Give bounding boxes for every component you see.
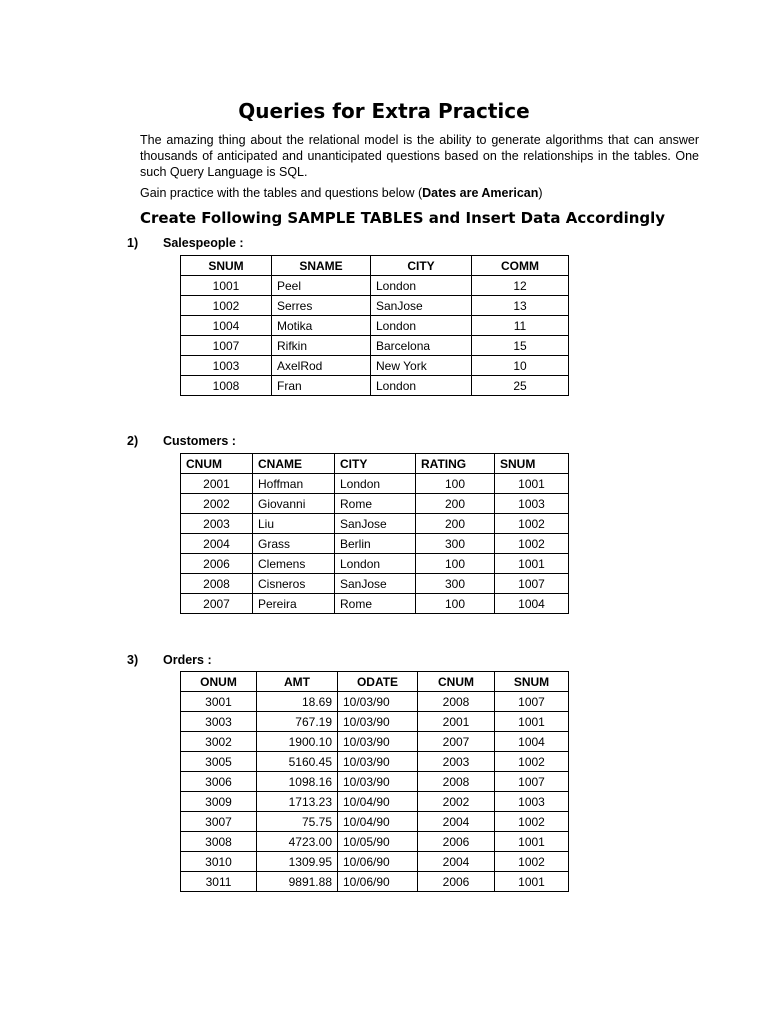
table-cell: Fran bbox=[272, 376, 371, 396]
table-row bbox=[181, 872, 569, 892]
table-cell: 2004 bbox=[418, 852, 495, 872]
orders-number: 3) bbox=[127, 653, 139, 667]
table-cell: 2006 bbox=[418, 832, 495, 852]
table-cell: 100 bbox=[416, 594, 495, 614]
table-row bbox=[181, 534, 569, 554]
table-cell: London bbox=[371, 316, 472, 336]
salespeople-number: 1) bbox=[127, 236, 139, 250]
table-cell: 10/03/90 bbox=[338, 772, 418, 792]
table-row bbox=[181, 772, 569, 792]
table-cell: 300 bbox=[416, 534, 495, 554]
table-cell: Motika bbox=[272, 316, 371, 336]
table-cell: 10/03/90 bbox=[338, 712, 418, 732]
intro-paragraph: The amazing thing about the relational model is the ability to generate algorithms that can answer thousands of anticipated and unanticipated questions based on the relationships in the tables. One such Query Language is SQL. bbox=[140, 133, 699, 179]
table-cell: 1004 bbox=[495, 594, 569, 614]
table-row bbox=[181, 276, 569, 296]
table-row bbox=[181, 474, 569, 494]
table-row bbox=[181, 812, 569, 832]
customers-number: 2) bbox=[127, 434, 139, 448]
table-row bbox=[181, 792, 569, 812]
table-cell: 1004 bbox=[181, 316, 272, 336]
orders-header-row bbox=[181, 672, 569, 692]
column-header: SNAME bbox=[272, 256, 371, 276]
table-cell: 10/06/90 bbox=[338, 872, 418, 892]
table-cell: 13 bbox=[472, 296, 569, 316]
table-cell: London bbox=[371, 376, 472, 396]
table-cell: 1003 bbox=[495, 792, 569, 812]
table-cell: London bbox=[335, 554, 416, 574]
column-header: SNUM bbox=[181, 256, 272, 276]
column-header: ONUM bbox=[181, 672, 257, 692]
table-cell: Cisneros bbox=[253, 574, 335, 594]
table-cell: 25 bbox=[472, 376, 569, 396]
table-row bbox=[181, 732, 569, 752]
salespeople-label: Salespeople : bbox=[163, 236, 244, 250]
gain-prefix: Gain practice with the tables and questions below ( bbox=[140, 186, 423, 200]
table-row bbox=[181, 852, 569, 872]
table-row bbox=[181, 494, 569, 514]
column-header: CNAME bbox=[253, 454, 335, 474]
table-cell: 2008 bbox=[181, 574, 253, 594]
table-cell: 1004 bbox=[495, 732, 569, 752]
table-cell: 1001 bbox=[495, 712, 569, 732]
table-cell: Pereira bbox=[253, 594, 335, 614]
table-cell: 1098.16 bbox=[257, 772, 338, 792]
table-cell: 2001 bbox=[418, 712, 495, 732]
table-cell: 2008 bbox=[418, 772, 495, 792]
gain-bold-note: Dates are American bbox=[422, 186, 539, 200]
table-cell: 2002 bbox=[181, 494, 253, 514]
salespeople-body bbox=[181, 276, 569, 396]
table-cell: 100 bbox=[416, 554, 495, 574]
table-cell: Clemens bbox=[253, 554, 335, 574]
table-cell: 3006 bbox=[181, 772, 257, 792]
table-cell: 10/03/90 bbox=[338, 692, 418, 712]
table-cell: 1002 bbox=[495, 852, 569, 872]
table-cell: 1713.23 bbox=[257, 792, 338, 812]
table-cell: 2004 bbox=[181, 534, 253, 554]
table-cell: 1003 bbox=[495, 494, 569, 514]
column-header: CNUM bbox=[181, 454, 253, 474]
section-subtitle: Create Following SAMPLE TABLES and Insert Data Accordingly bbox=[140, 209, 666, 227]
table-cell: 2007 bbox=[418, 732, 495, 752]
table-row bbox=[181, 832, 569, 852]
salespeople-header-row bbox=[181, 256, 569, 276]
table-cell: 10/04/90 bbox=[338, 792, 418, 812]
table-cell: SanJose bbox=[371, 296, 472, 316]
table-cell: New York bbox=[371, 356, 472, 376]
table-cell: Hoffman bbox=[253, 474, 335, 494]
table-cell: 3009 bbox=[181, 792, 257, 812]
table-cell: 75.75 bbox=[257, 812, 338, 832]
table-cell: 1001 bbox=[495, 554, 569, 574]
table-cell: 3008 bbox=[181, 832, 257, 852]
table-cell: SanJose bbox=[335, 514, 416, 534]
table-cell: 1002 bbox=[495, 514, 569, 534]
orders-label: Orders : bbox=[163, 653, 212, 667]
table-cell: 10/03/90 bbox=[338, 752, 418, 772]
column-header: CITY bbox=[335, 454, 416, 474]
table-row bbox=[181, 692, 569, 712]
table-cell: 767.19 bbox=[257, 712, 338, 732]
table-cell: 2006 bbox=[181, 554, 253, 574]
customers-header-row bbox=[181, 454, 569, 474]
table-cell: 1001 bbox=[495, 474, 569, 494]
table-cell: London bbox=[371, 276, 472, 296]
table-cell: 10/03/90 bbox=[338, 732, 418, 752]
table-cell: Rome bbox=[335, 594, 416, 614]
table-cell: 200 bbox=[416, 514, 495, 534]
table-row bbox=[181, 574, 569, 594]
table-cell: 1007 bbox=[495, 574, 569, 594]
table-cell: 1002 bbox=[495, 752, 569, 772]
orders-table bbox=[180, 671, 569, 892]
table-cell: 1900.10 bbox=[257, 732, 338, 752]
table-row bbox=[181, 712, 569, 732]
table-row bbox=[181, 356, 569, 376]
table-cell: SanJose bbox=[335, 574, 416, 594]
table-cell: 3003 bbox=[181, 712, 257, 732]
table-cell: 10/06/90 bbox=[338, 852, 418, 872]
table-cell: 1001 bbox=[495, 832, 569, 852]
table-cell: 1007 bbox=[181, 336, 272, 356]
table-cell: 3011 bbox=[181, 872, 257, 892]
column-header: CITY bbox=[371, 256, 472, 276]
table-cell: 2004 bbox=[418, 812, 495, 832]
table-row bbox=[181, 514, 569, 534]
table-cell: 1001 bbox=[181, 276, 272, 296]
table-cell: 3005 bbox=[181, 752, 257, 772]
table-cell: 18.69 bbox=[257, 692, 338, 712]
customers-label: Customers : bbox=[163, 434, 236, 448]
table-cell: Giovanni bbox=[253, 494, 335, 514]
table-row bbox=[181, 554, 569, 574]
table-row bbox=[181, 594, 569, 614]
table-cell: 200 bbox=[416, 494, 495, 514]
table-cell: Berlin bbox=[335, 534, 416, 554]
table-cell: 1008 bbox=[181, 376, 272, 396]
column-header: ODATE bbox=[338, 672, 418, 692]
table-cell: 12 bbox=[472, 276, 569, 296]
table-cell: AxelRod bbox=[272, 356, 371, 376]
table-cell: 2008 bbox=[418, 692, 495, 712]
column-header: COMM bbox=[472, 256, 569, 276]
column-header: CNUM bbox=[418, 672, 495, 692]
table-cell: 5160.45 bbox=[257, 752, 338, 772]
gain-suffix: ) bbox=[538, 186, 543, 200]
table-cell: 10 bbox=[472, 356, 569, 376]
table-row bbox=[181, 296, 569, 316]
table-cell: 1309.95 bbox=[257, 852, 338, 872]
table-cell: 4723.00 bbox=[257, 832, 338, 852]
table-cell: 100 bbox=[416, 474, 495, 494]
column-header: SNUM bbox=[495, 454, 569, 474]
table-row bbox=[181, 752, 569, 772]
table-row bbox=[181, 316, 569, 336]
table-cell: Liu bbox=[253, 514, 335, 534]
customers-body bbox=[181, 474, 569, 614]
table-row bbox=[181, 336, 569, 356]
table-cell: Serres bbox=[272, 296, 371, 316]
table-cell: 10/04/90 bbox=[338, 812, 418, 832]
table-cell: 1007 bbox=[495, 692, 569, 712]
orders-body bbox=[181, 692, 569, 892]
table-cell: 2007 bbox=[181, 594, 253, 614]
table-cell: 3002 bbox=[181, 732, 257, 752]
column-header: AMT bbox=[257, 672, 338, 692]
table-cell: 11 bbox=[472, 316, 569, 336]
table-cell: Barcelona bbox=[371, 336, 472, 356]
table-cell: 2002 bbox=[418, 792, 495, 812]
table-cell: 3007 bbox=[181, 812, 257, 832]
table-cell: 3010 bbox=[181, 852, 257, 872]
page-title: Queries for Extra Practice bbox=[238, 99, 530, 123]
table-cell: 2003 bbox=[181, 514, 253, 534]
table-cell: 9891.88 bbox=[257, 872, 338, 892]
table-cell: 15 bbox=[472, 336, 569, 356]
table-cell: London bbox=[335, 474, 416, 494]
table-cell: 2003 bbox=[418, 752, 495, 772]
table-cell: Rifkin bbox=[272, 336, 371, 356]
salespeople-table bbox=[180, 255, 569, 396]
table-cell: 1002 bbox=[181, 296, 272, 316]
table-cell: 1002 bbox=[495, 812, 569, 832]
table-cell: 3001 bbox=[181, 692, 257, 712]
table-cell: 1002 bbox=[495, 534, 569, 554]
gain-practice-line bbox=[140, 186, 543, 200]
customers-table bbox=[180, 453, 569, 614]
table-cell: 1003 bbox=[181, 356, 272, 376]
column-header: RATING bbox=[416, 454, 495, 474]
table-cell: 2001 bbox=[181, 474, 253, 494]
table-cell: 10/05/90 bbox=[338, 832, 418, 852]
table-cell: 2006 bbox=[418, 872, 495, 892]
column-header: SNUM bbox=[495, 672, 569, 692]
table-cell: 1001 bbox=[495, 872, 569, 892]
table-cell: Grass bbox=[253, 534, 335, 554]
table-row bbox=[181, 376, 569, 396]
table-cell: Peel bbox=[272, 276, 371, 296]
table-cell: 1007 bbox=[495, 772, 569, 792]
table-cell: Rome bbox=[335, 494, 416, 514]
table-cell: 300 bbox=[416, 574, 495, 594]
